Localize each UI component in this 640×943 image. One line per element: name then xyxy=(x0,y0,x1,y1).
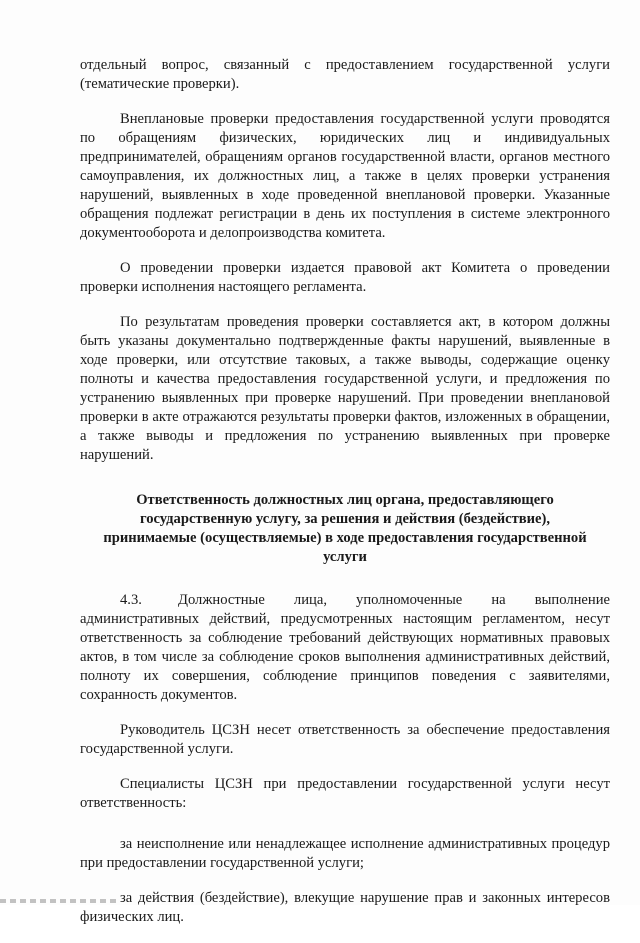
paragraph-4-3 xyxy=(80,591,610,705)
clause-text: Должностные лица, уполномоченные на выполнение административных действий, предусмотренных настоящим регламентом, несут ответственность за соблюдение требований действующих нормативных правовых актов, в том числе за соблюдение сроков выполнения административных действий, полноту их совершения, соблюдение принципов поведения с заявителями, сохранность документов. xyxy=(80,592,610,703)
paragraph-unscheduled-inspections: Внеплановые проверки предоставления государственной услуги проводятся по обращениям физических, юридических лиц и индивидуальных предпринимателей, обращениям органов государственной власти, органов местного самоуправления, их должностных лиц, а также в целях проверки устранения нарушений, выявленных в ходе проведенной внеплановой проверки. Указанные обращения подлежат регистрации в день их поступления в системе электронного документооборота и делопроизводства комитета. xyxy=(80,111,610,241)
paragraph-specialists-responsibility: Специалисты ЦСЗН при предоставлении государственной услуги несут ответственность: xyxy=(80,776,610,811)
paragraph-legal-act: О проведении проверки издается правовой акт Комитета о проведении проверки исполнения настоящего регламента. xyxy=(80,260,610,295)
paragraph-nonperformance: за неисполнение или ненадлежащее исполнение административных процедур при предоставлении государственной услуги; xyxy=(80,836,610,871)
paragraph-rights-violation: за действия (бездействие), влекущие нарушение прав и законных интересов физических лиц. xyxy=(80,890,610,925)
paragraph-inspection-results: По результатам проведения проверки составляется акт, в котором должны быть указаны документально подтвержденные факты нарушений, выявленные в ходе проверки, или отсутствие таковых, а также выводы, содержащие оценку полноты и качества предоставления государственной услуги, и предложения по устранению выявленных при проверке нарушений. При проведении внеплановой проверки в акте отражаются результаты проверки фактов, изложенных в обращении, а также выводы и предложения по устранению выявленных при проверке нарушений. xyxy=(80,314,610,463)
paragraph-head-responsibility: Руководитель ЦСЗН несет ответственность за обеспечение предоставления государственной услуги. xyxy=(80,722,610,757)
section-heading: Ответственность должностных лиц органа, предоставляющего государственную услугу, за решения и действия (бездействие), принимаемые (осуществляемые) в ходе предоставления государственной услуги xyxy=(103,492,587,565)
paragraph-continuation: отдельный вопрос, связанный с предоставлением государственной услуги (тематические проверки). xyxy=(80,57,610,92)
document-body xyxy=(80,56,610,943)
scan-edge-mark xyxy=(0,899,120,903)
clause-number: 4.3. xyxy=(120,592,142,608)
